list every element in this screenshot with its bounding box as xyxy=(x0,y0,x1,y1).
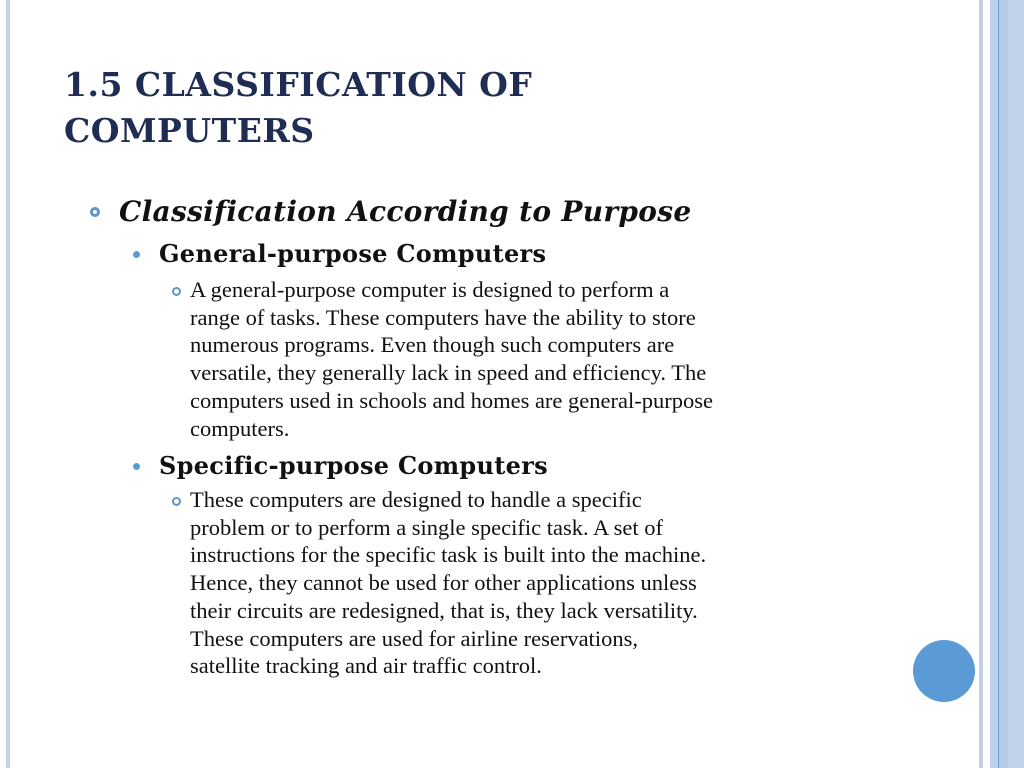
filled-dot-bullet-icon xyxy=(133,251,140,258)
filled-dot-bullet-icon xyxy=(133,463,140,470)
detail-line: A general-purpose computer is designed to perform a xyxy=(190,277,670,302)
slide-title-line: COMPUTERS xyxy=(64,111,315,150)
decorative-circle-icon xyxy=(913,640,975,702)
detail-line: range of tasks. These computers have the ability to store xyxy=(190,304,696,330)
detail-line: instructions for the specific task is built into the machine. xyxy=(190,542,707,568)
detail-line: satellite tracking and air traffic control. xyxy=(190,653,542,679)
section-heading-specific: Specific-purpose Computers xyxy=(159,451,548,480)
section-heading-general: General-purpose Computers xyxy=(159,239,547,268)
hollow-circle-bullet-icon xyxy=(172,497,181,506)
right-decor-stripe xyxy=(1008,0,1024,768)
level1-heading: Classification According to Purpose xyxy=(119,195,692,228)
hollow-circle-bullet-icon xyxy=(172,287,181,296)
right-decor-stripe xyxy=(999,0,1008,768)
detail-line: computers used in schools and homes are general-purpose xyxy=(190,387,713,413)
hollow-circle-bullet-icon xyxy=(90,207,100,217)
detail-line: their circuits are redesigned, that is, they lack versatility. xyxy=(190,597,698,623)
detail-line: Hence, they cannot be used for other applications unless xyxy=(190,570,697,596)
detail-line: These computers are designed to handle a specific xyxy=(190,487,642,512)
slide-title-line: 1.5 CLASSIFICATION OF xyxy=(64,65,533,104)
slide-title xyxy=(64,62,784,154)
right-decor-stripe xyxy=(998,0,999,768)
detail-line: computers. xyxy=(190,415,290,441)
detail-line: numerous programs. Even though such computers are xyxy=(190,332,675,358)
section-detail-general xyxy=(190,276,890,442)
detail-line: versatile, they generally lack in speed and efficiency. The xyxy=(190,360,707,386)
left-border-rule xyxy=(6,0,10,768)
detail-line: problem or to perform a single specific task. A set of xyxy=(190,514,664,540)
section-detail-specific xyxy=(190,486,890,680)
right-decor-stripe xyxy=(979,0,983,768)
detail-line: These computers are used for airline reservations, xyxy=(190,625,638,651)
